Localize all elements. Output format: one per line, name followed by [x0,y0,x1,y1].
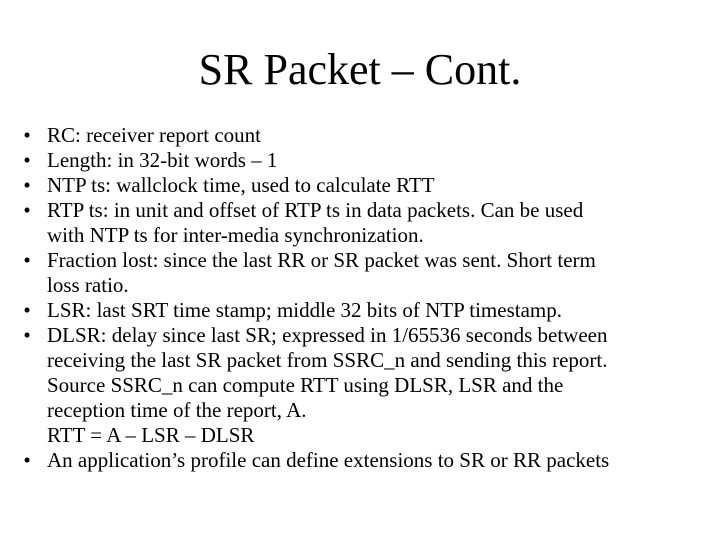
bullet-item [20,448,700,473]
bullet-text: receiving the last SR packet from SSRC_n and sending this report. [47,348,608,372]
bullet-text: reception time of the report, A. [47,398,307,422]
bullet-icon: • [23,173,31,197]
bullet-text: RTP ts: in unit and offset of RTP ts in data packets. Can be used [47,198,584,222]
bullet-text: LSR: last SRT time stamp; middle 32 bits of NTP timestamp. [47,298,562,322]
bullet-item [20,123,700,148]
bullet-text: Fraction lost: since the last RR or SR packet was sent. Short term [47,248,596,272]
bullet-text: Source SSRC_n can compute RTT using DLSR, LSR and the [47,373,564,397]
bullet-text: RC: receiver report count [47,123,261,147]
bullet-item [20,323,700,448]
bullet-icon: • [23,248,31,272]
bullet-icon: • [23,298,31,322]
bullet-text: Length: in 32-bit words – 1 [47,148,278,172]
bullet-text: NTP ts: wallclock time, used to calculate RTT [47,173,435,197]
bullet-icon: • [23,123,31,147]
bullet-text: An application’s profile can define extensions to SR or RR packets [47,448,610,472]
bullet-item [20,198,700,248]
bullet-text: RTT = A – LSR – DLSR [47,423,255,447]
bullet-icon: • [23,198,31,222]
bullet-icon: • [23,323,31,347]
bullet-item [20,148,700,173]
bullet-icon: • [23,448,31,472]
bullet-item [20,173,700,198]
bullet-text: with NTP ts for inter-media synchronization. [47,223,424,247]
bullet-item [20,298,700,323]
bullet-item [20,248,700,298]
bullet-list [20,123,700,473]
bullet-icon: • [23,148,31,172]
bullet-text: loss ratio. [47,273,129,297]
slide-title: SR Packet – Cont. [198,45,522,94]
bullet-text: DLSR: delay since last SR; expressed in 1/65536 seconds between [47,323,608,347]
